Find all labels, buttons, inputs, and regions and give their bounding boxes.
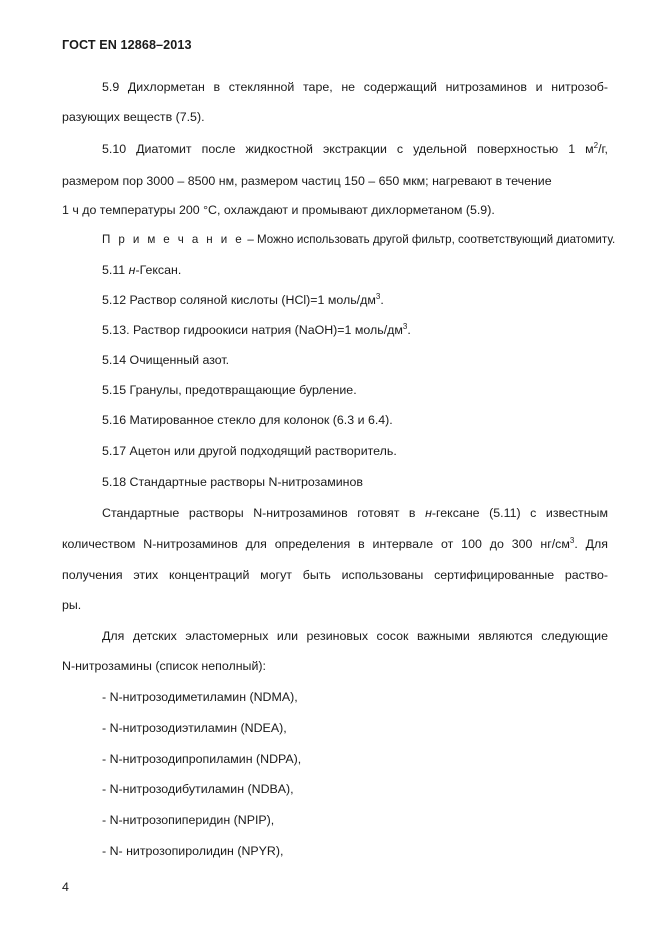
italic-n: н [128, 263, 136, 277]
document-header: ГОСТ EN 12868–2013 [62, 38, 192, 52]
list-item: - N-нитрозодибутиламин (NDBA), [102, 782, 294, 796]
list-item: - N-нитрозодиметиламин (NDMA), [102, 690, 298, 704]
para-5-11-num: 5.11 [102, 263, 129, 277]
para-5-11-rest: -Гексан. [135, 263, 182, 277]
std-line-1 [102, 506, 608, 520]
list-item: - N-нитрозодиэтиламин (NDEA), [102, 721, 287, 735]
para-5-13-end: . [407, 323, 411, 337]
para-5-12-end: . [380, 293, 384, 307]
para-5-9-line-1: 5.9 Дихлорметан в стеклянной таре, не содержащий нитрозаминов и нитрозоб- [102, 80, 608, 94]
para-5-10-text-b: /г, [598, 142, 608, 156]
para-5-11 [102, 263, 181, 277]
std-line-3: получения этих концентраций могут быть использованы сертифицированные раство- [62, 568, 608, 582]
para-5-14: 5.14 Очищенный азот. [102, 353, 230, 367]
note [102, 233, 615, 246]
superscript: 3 [402, 322, 408, 331]
superscript: 3 [375, 292, 381, 301]
italic-n: н [425, 506, 432, 520]
list-item: - N- нитрозопиролидин (NPYR), [102, 844, 284, 858]
para-5-10-line-3: 1 ч до температуры 200 °С, охлаждают и промывают дихлорметаном (5.9). [62, 203, 495, 217]
para-5-10-text-a: 5.10 Диатомит после жидкостной экстракции с удельной поверхностью 1 м [102, 142, 594, 156]
std-line-2 [62, 537, 608, 551]
para-5-18: 5.18 Стандартные растворы N-нитрозаминов [102, 475, 363, 489]
para-5-16: 5.16 Матированное стекло для колонок (6.3 и 6.4). [102, 413, 393, 427]
std-text-a: Стандартные растворы N-нитрозаминов готовят в [102, 506, 426, 520]
note-text: – Можно использовать другой фильтр, соответствующий диатомиту. [244, 233, 616, 246]
para-5-12 [102, 293, 384, 307]
std-text-b: -гексане (5.11) с известным [431, 506, 608, 520]
para-5-13-text: 5.13. Раствор гидроокиси натрия (NaOH)=1 моль/дм [102, 323, 403, 337]
list-item: - N-нитрозопиперидин (NPIP), [102, 813, 275, 827]
std-text-d: . Для [574, 537, 609, 551]
para-5-10-line-1 [102, 142, 608, 156]
list-item: - N-нитрозодипропиламин (NDPA), [102, 752, 302, 766]
std-text-c: количеством N-нитрозаминов для определения в интервале от 100 до 300 нг/см [62, 537, 570, 551]
para-5-9-line-2: разующих веществ (7.5). [62, 110, 205, 124]
kids-line-1: Для детских эластомерных или резиновых сосок важными являются следующие [102, 629, 608, 643]
note-label: П р и м е ч а н и е [102, 233, 245, 246]
para-5-17: 5.17 Ацетон или другой подходящий растворитель. [102, 444, 397, 458]
superscript: 3 [569, 536, 575, 545]
para-5-10-line-2: размером пор 3000 – 8500 нм, размером частиц 150 – 650 мкм; нагревают в течение [62, 174, 552, 188]
para-5-12-text: 5.12 Раствор соляной кислоты (HCl)=1 моль/дм [102, 293, 376, 307]
superscript: 2 [593, 141, 599, 150]
para-5-13 [102, 323, 411, 337]
std-line-4: ры. [62, 598, 82, 612]
page-number: 4 [62, 880, 69, 894]
para-5-15: 5.15 Гранулы, предотвращающие бурление. [102, 383, 357, 397]
kids-line-2: N-нитрозамины (список неполный): [62, 659, 266, 673]
